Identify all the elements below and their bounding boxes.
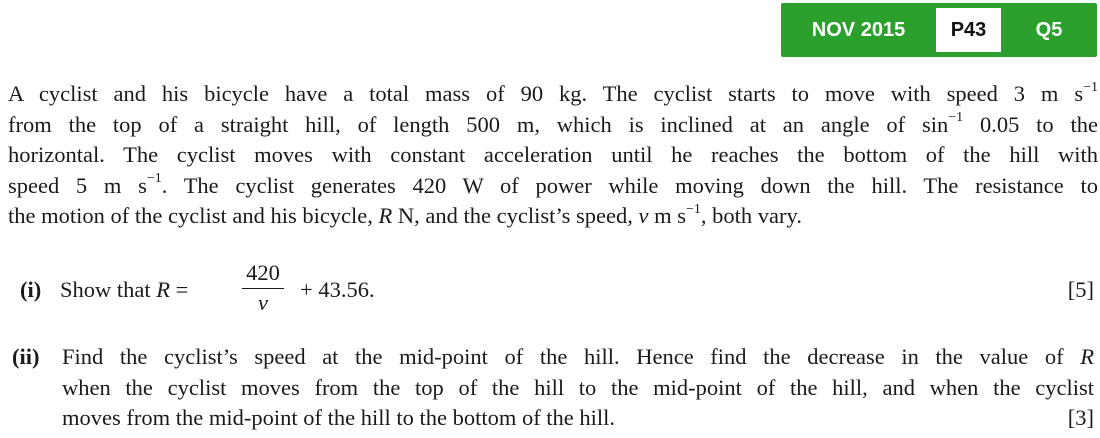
part-ii-line-1: Find the cyclist’s speed at the mid-point of the hill. Hence find the decrease in the value of R bbox=[62, 344, 1094, 369]
question-number-label: Q5 bbox=[1035, 18, 1063, 41]
part-ii-label: (ii) bbox=[12, 344, 40, 369]
question-badge bbox=[781, 3, 1097, 57]
stem-line-2: from the top of a straight hill, of length 500 m, which is inclined at an angle of $\sin^{-1} 0.05$ to the bbox=[8, 110, 1098, 137]
fraction bbox=[242, 260, 284, 315]
stem-line-4: speed 5 m $s^{-1}$. The cyclist generates 420 W of power while moving down the hill. The resistance to bbox=[8, 171, 1098, 198]
paper-label: P43 bbox=[936, 8, 1001, 52]
stem-line-1: A cyclist and his bicycle have a total mass of 90 kg. The cyclist starts to move with speed 3 m $s^{-1}$ bbox=[8, 79, 1098, 106]
fraction-denominator: v bbox=[258, 290, 268, 315]
fraction-numerator: 420 bbox=[246, 260, 280, 285]
part-i-text: Show that R = bbox=[60, 277, 189, 302]
part-i bbox=[20, 260, 1098, 320]
fraction-bar bbox=[242, 288, 284, 289]
stem-line-5: the motion of the cyclist and his bicycle, R N, and the cyclist’s speed, v m $s^{-1}$, both vary. bbox=[8, 201, 802, 228]
question-stem bbox=[8, 79, 1098, 232]
part-ii-line-2: when the cyclist moves from the top of the hill to the mid-point of the hill, and when the cyclist bbox=[62, 374, 1094, 400]
part-ii-line-3: moves from the mid-point of the hill to the bottom of the hill. bbox=[62, 405, 616, 430]
part-ii-marks: [3] bbox=[1067, 405, 1094, 430]
part-i-label: (i) bbox=[20, 277, 42, 302]
part-ii-text bbox=[62, 342, 1094, 434]
part-i-rest: + 43.56. bbox=[300, 277, 375, 302]
stem-line-3: horizontal. The cyclist moves with constant acceleration until he reaches the bottom of the hill with bbox=[8, 142, 1098, 167]
part-i-marks: [5] bbox=[1067, 277, 1094, 302]
session-label: NOV 2015 bbox=[811, 18, 906, 41]
